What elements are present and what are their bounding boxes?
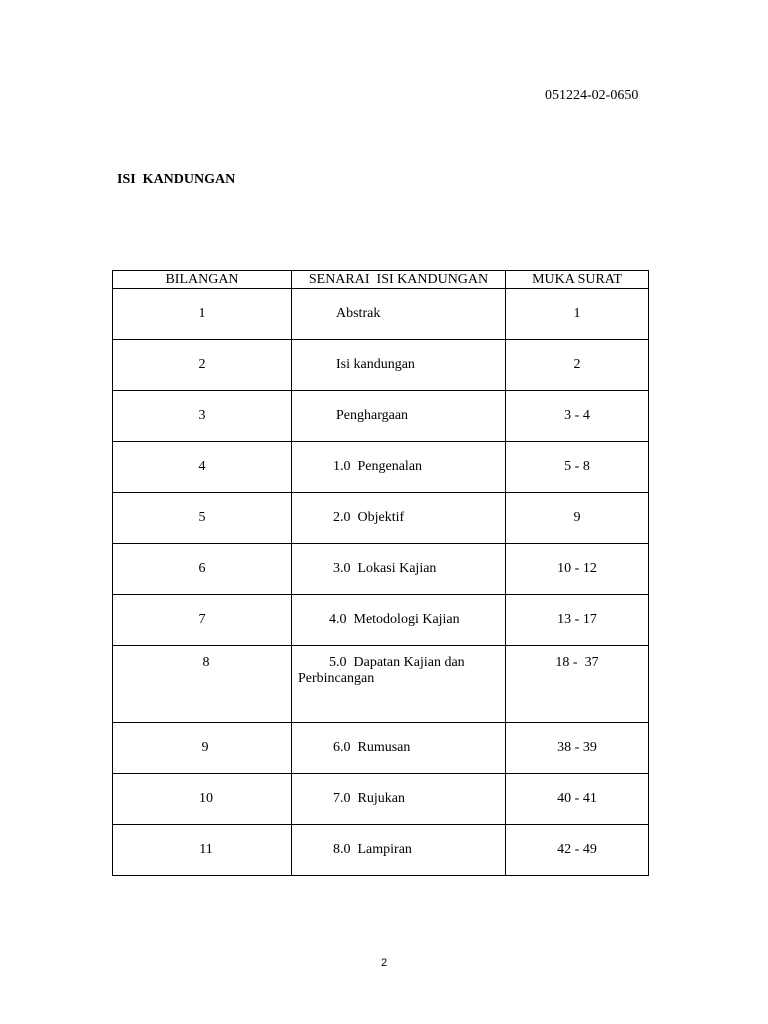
row-number: 3 [113, 391, 292, 442]
table-row [113, 442, 649, 493]
row-entry [292, 723, 506, 774]
row-pages: 40 - 41 [506, 774, 649, 825]
table-row [113, 340, 649, 391]
row-number: 7 [113, 595, 292, 646]
table-of-contents [112, 270, 649, 876]
row-entry [292, 595, 506, 646]
table-row [113, 493, 649, 544]
table-row [113, 774, 649, 825]
row-entry [292, 493, 506, 544]
row-number: 5 [113, 493, 292, 544]
row-entry [292, 825, 506, 876]
row-entry [292, 646, 506, 723]
table-header-row [113, 271, 649, 289]
row-entry [292, 289, 506, 340]
row-pages: 38 - 39 [506, 723, 649, 774]
column-header-page: MUKA SURAT [506, 271, 649, 289]
row-entry-text: 7.0 Rujukan [333, 791, 405, 806]
row-entry-text-continued: Perbincangan [298, 671, 375, 686]
row-entry-text: 2.0 Objektif [333, 510, 405, 525]
table-row [113, 391, 649, 442]
table-row [113, 595, 649, 646]
column-header-contents: SENARAI ISI KANDUNGAN [292, 271, 506, 289]
row-pages: 10 - 12 [506, 544, 649, 595]
page-title: ISI KANDUNGAN [117, 172, 236, 187]
row-entry-text: 6.0 Rumusan [333, 740, 411, 755]
row-number: 6 [113, 544, 292, 595]
table-row [113, 646, 649, 723]
row-number: 2 [113, 340, 292, 391]
column-header-number: BILANGAN [113, 271, 292, 289]
row-entry-text: 5.0 Dapatan Kajian dan [329, 655, 465, 670]
row-entry [292, 774, 506, 825]
row-entry [292, 340, 506, 391]
table-row [113, 825, 649, 876]
row-entry [292, 391, 506, 442]
row-entry-text: 4.0 Metodologi Kajian [329, 612, 460, 627]
table-row [113, 289, 649, 340]
row-entry-text: Penghargaan [336, 408, 409, 423]
row-pages: 42 - 49 [506, 825, 649, 876]
document-reference-number: 051224-02-0650 [545, 88, 639, 103]
row-entry-text: 3.0 Lokasi Kajian [333, 561, 437, 576]
row-entry [292, 544, 506, 595]
row-pages: 2 [506, 340, 649, 391]
row-entry-text: 8.0 Lampiran [333, 842, 412, 857]
row-pages: 18 - 37 [506, 646, 649, 723]
row-number: 9 [113, 723, 292, 774]
page-number: 2 [380, 957, 388, 969]
row-entry [292, 442, 506, 493]
row-entry-text: 1.0 Pengenalan [333, 459, 423, 474]
table-row [113, 544, 649, 595]
row-pages: 1 [506, 289, 649, 340]
row-number: 4 [113, 442, 292, 493]
row-number: 8 [113, 646, 292, 723]
table-row [113, 723, 649, 774]
row-pages: 3 - 4 [506, 391, 649, 442]
row-pages: 9 [506, 493, 649, 544]
row-number: 10 [113, 774, 292, 825]
row-number: 11 [113, 825, 292, 876]
row-entry-text: Isi kandungan [336, 357, 415, 372]
row-entry-text: Abstrak [336, 306, 381, 321]
row-number: 1 [113, 289, 292, 340]
row-pages: 5 - 8 [506, 442, 649, 493]
row-pages: 13 - 17 [506, 595, 649, 646]
